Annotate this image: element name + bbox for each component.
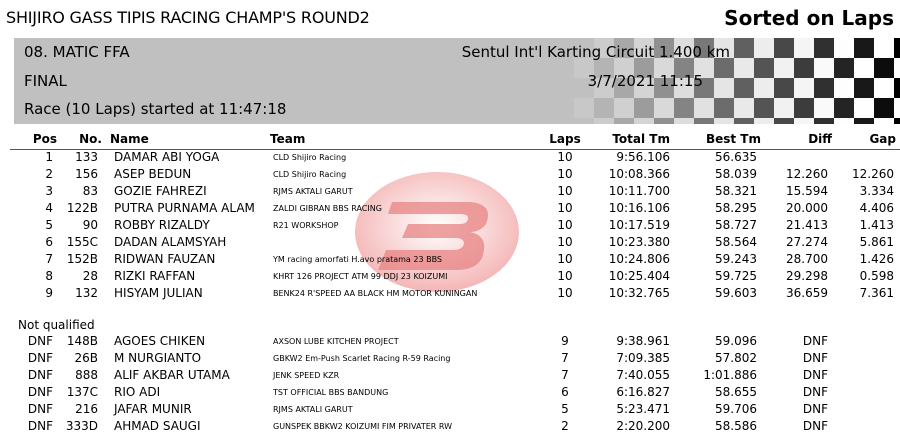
flag-square <box>774 98 794 118</box>
cell-name: RIO ADI <box>114 385 161 399</box>
cell-no: 137C <box>66 385 98 399</box>
cell-pos: DNF <box>27 334 53 348</box>
cell-best: 57.802 <box>715 351 757 365</box>
cell-laps: 6 <box>561 385 569 399</box>
cell-team: RJMS AKTALI GARUT <box>273 405 353 414</box>
cell-pos: DNF <box>27 385 53 399</box>
cell-total: 9:38.961 <box>616 334 670 348</box>
flag-square <box>714 118 734 124</box>
flag-square <box>694 118 714 124</box>
cell-name: AHMAD SAUGI <box>114 419 201 433</box>
title-bar <box>0 0 900 34</box>
flag-square <box>834 38 854 58</box>
flag-square <box>754 38 774 58</box>
flag-square <box>874 118 894 124</box>
cell-total: 10:32.765 <box>608 286 670 300</box>
flag-square <box>854 118 874 124</box>
col-laps: Laps <box>549 132 581 146</box>
flag-square <box>894 118 900 124</box>
flag-square <box>874 78 894 98</box>
table-row <box>0 351 900 368</box>
cell-name: DADAN ALAMSYAH <box>114 235 227 249</box>
flag-square <box>794 38 814 58</box>
cell-diff: 27.274 <box>786 235 828 249</box>
cell-name: PUTRA PURNAMA ALAM <box>114 201 255 215</box>
cell-gap: 7.361 <box>859 286 894 300</box>
flag-square <box>654 98 674 118</box>
cell-no: 28 <box>82 269 98 283</box>
flag-square <box>834 78 854 98</box>
cell-diff: DNF <box>802 334 828 348</box>
cell-team: RJMS AKTALI GARUT <box>273 187 353 196</box>
cell-diff: 28.700 <box>786 252 828 266</box>
flag-square <box>894 98 900 118</box>
flag-square <box>754 58 774 78</box>
flag-square <box>654 118 674 124</box>
cell-diff: DNF <box>802 419 828 433</box>
table-row <box>0 235 900 252</box>
col-name: Name <box>110 132 149 146</box>
cell-laps: 10 <box>557 252 573 266</box>
flag-square <box>574 98 594 118</box>
flag-square <box>854 58 874 78</box>
cell-no: 156 <box>75 167 98 181</box>
flag-square <box>614 118 634 124</box>
cell-total: 10:25.404 <box>608 269 670 283</box>
table-row <box>0 201 900 218</box>
cell-laps: 9 <box>561 334 569 348</box>
cell-total: 5:23.471 <box>616 402 670 416</box>
cell-laps: 10 <box>557 184 573 198</box>
cell-diff: 12.260 <box>786 167 828 181</box>
cell-best: 59.243 <box>715 252 757 266</box>
cell-diff: 36.659 <box>786 286 828 300</box>
cell-name: RIZKI RAFFAN <box>114 269 196 283</box>
flag-square <box>614 98 634 118</box>
flag-square <box>834 118 854 124</box>
cell-no: 133 <box>75 150 98 164</box>
flag-square <box>754 118 774 124</box>
cell-best: 59.725 <box>715 269 757 283</box>
col-gap: Gap <box>869 132 896 146</box>
col-team: Team <box>270 132 306 146</box>
cell-total: 6:16.827 <box>616 385 670 399</box>
flag-square <box>894 38 900 58</box>
cell-pos: 6 <box>45 235 53 249</box>
cell-best: 58.321 <box>715 184 757 198</box>
cell-no: 333D <box>65 419 98 433</box>
flag-square <box>794 58 814 78</box>
table-row <box>0 334 900 351</box>
table-row <box>0 419 900 436</box>
cell-name: ASEP BEDUN <box>114 167 192 181</box>
flag-square <box>814 118 834 124</box>
flag-square <box>574 118 594 124</box>
table-row <box>0 368 900 385</box>
cell-team: YM racing amorfati H.avo pratama 23 BBS <box>273 255 443 264</box>
cell-team: TST OFFICIAL BBS BANDUNG <box>273 388 389 397</box>
flag-square <box>774 78 794 98</box>
flag-square <box>594 98 614 118</box>
cell-total: 10:08.366 <box>608 167 670 181</box>
cell-total: 7:09.385 <box>616 351 670 365</box>
cell-no: 90 <box>82 218 98 232</box>
cell-name: GOZIE FAHREZI <box>114 184 207 198</box>
flag-square <box>874 38 894 58</box>
table-row <box>0 150 900 167</box>
flag-square <box>834 58 854 78</box>
cell-diff: DNF <box>802 402 828 416</box>
cell-best: 58.586 <box>715 419 757 433</box>
cell-gap: 1.426 <box>859 252 894 266</box>
cell-total: 7:40.055 <box>616 368 670 382</box>
cell-team: KHRT 126 PROJECT ATM 99 DDJ 23 KOIZUMI <box>273 272 448 281</box>
cell-diff: 21.413 <box>786 218 828 232</box>
flag-square <box>814 78 834 98</box>
cell-diff: 15.594 <box>786 184 828 198</box>
cell-no: 122B <box>66 201 98 215</box>
flag-square <box>814 98 834 118</box>
session-datetime: 3/7/2021 11:15 <box>587 72 703 90</box>
flag-square <box>814 58 834 78</box>
flag-square <box>774 58 794 78</box>
flag-square <box>874 98 894 118</box>
cell-best: 58.295 <box>715 201 757 215</box>
flag-square <box>734 98 754 118</box>
col-best-time: Best Tm <box>705 132 761 146</box>
flag-square <box>634 118 654 124</box>
not-qualified-label: Not qualified <box>18 318 95 332</box>
cell-name: JAFAR MUNIR <box>114 402 192 416</box>
cell-no: 132 <box>75 286 98 300</box>
cell-laps: 10 <box>557 235 573 249</box>
table-row <box>0 167 900 184</box>
cell-total: 2:20.200 <box>616 419 670 433</box>
cell-diff: 20.000 <box>786 201 828 215</box>
col-no: No. <box>79 132 102 146</box>
cell-pos: 9 <box>45 286 53 300</box>
flag-square <box>854 38 874 58</box>
cell-name: HISYAM JULIAN <box>114 286 203 300</box>
cell-team: AXSON LUBE KITCHEN PROJECT <box>273 337 399 346</box>
cell-name: ALIF AKBAR UTAMA <box>114 368 230 382</box>
cell-laps: 5 <box>561 402 569 416</box>
cell-laps: 10 <box>557 286 573 300</box>
session-header <box>14 38 900 124</box>
circuit-name: Sentul Int'l Karting Circuit 1.400 km <box>461 43 730 61</box>
cell-best: 58.655 <box>715 385 757 399</box>
table-row <box>0 269 900 286</box>
cell-gap: 1.413 <box>859 218 894 232</box>
cell-gap: 4.406 <box>859 201 894 215</box>
cell-name: ROBBY RIZALDY <box>114 218 210 232</box>
cell-diff: DNF <box>802 385 828 399</box>
flag-square <box>854 78 874 98</box>
cell-gap: 12.260 <box>852 167 894 181</box>
cell-pos: 3 <box>45 184 53 198</box>
cell-no: 216 <box>75 402 98 416</box>
cell-laps: 10 <box>557 201 573 215</box>
cell-pos: 1 <box>45 150 53 164</box>
flag-square <box>634 98 654 118</box>
cell-best: 58.039 <box>715 167 757 181</box>
cell-pos: 7 <box>45 252 53 266</box>
flag-square <box>814 38 834 58</box>
flag-square <box>734 78 754 98</box>
flag-square <box>894 58 900 78</box>
col-diff: Diff <box>808 132 832 146</box>
flag-square <box>754 78 774 98</box>
cell-no: 888 <box>75 368 98 382</box>
cell-no: 155C <box>66 235 98 249</box>
flag-square <box>854 98 874 118</box>
cell-pos: 2 <box>45 167 53 181</box>
flag-square <box>714 78 734 98</box>
cell-diff: DNF <box>802 351 828 365</box>
flag-square <box>734 118 754 124</box>
cell-best: 59.603 <box>715 286 757 300</box>
col-pos: Pos <box>32 132 57 146</box>
cell-no: 26B <box>74 351 98 365</box>
flag-square <box>734 38 754 58</box>
cell-total: 10:17.519 <box>608 218 670 232</box>
cell-pos: DNF <box>27 402 53 416</box>
flag-square <box>894 78 900 98</box>
event-title: SHIJIRO GASS TIPIS RACING CHAMP'S ROUND2 <box>6 8 370 27</box>
cell-best: 58.727 <box>715 218 757 232</box>
table-row <box>0 218 900 235</box>
flag-square <box>754 98 774 118</box>
cell-team: CLD Shijiro Racing <box>273 170 347 179</box>
cell-laps: 7 <box>561 368 569 382</box>
cell-pos: DNF <box>27 419 53 433</box>
cell-laps: 10 <box>557 150 573 164</box>
col-total-time: Total Tm <box>612 132 670 146</box>
cell-team: R21 WORKSHOP <box>273 221 339 230</box>
flag-square <box>714 58 734 78</box>
cell-no: 148B <box>66 334 98 348</box>
cell-name: M NURGIANTO <box>114 351 202 365</box>
flag-square <box>794 78 814 98</box>
cell-team: GUNSPEK BBKW2 KOIZUMI FIM PRIVATER RW <box>273 422 453 431</box>
sort-label: Sorted on Laps <box>724 6 894 30</box>
cell-name: RIDWAN FAUZAN <box>114 252 216 266</box>
cell-gap: 5.861 <box>859 235 894 249</box>
table-row <box>0 252 900 269</box>
flag-square <box>874 58 894 78</box>
cell-total: 10:11.700 <box>608 184 670 198</box>
flag-square <box>674 118 694 124</box>
flag-square <box>794 98 814 118</box>
cell-gap: 0.598 <box>859 269 894 283</box>
table-row <box>0 402 900 419</box>
flag-square <box>714 98 734 118</box>
cell-best: 58.564 <box>715 235 757 249</box>
cell-diff: 29.298 <box>786 269 828 283</box>
table-row <box>0 286 900 303</box>
cell-team: CLD Shijiro Racing <box>273 153 347 162</box>
cell-team: JENK SPEED KZR <box>273 371 340 380</box>
flag-square <box>594 118 614 124</box>
cell-pos: DNF <box>27 368 53 382</box>
class-name: 08. MATIC FFA <box>24 43 130 61</box>
cell-total: 10:16.106 <box>608 201 670 215</box>
race-info: Race (10 Laps) started at 11:47:18 <box>24 100 287 118</box>
cell-no: 83 <box>82 184 98 198</box>
cell-pos: 4 <box>45 201 53 215</box>
cell-total: 9:56.106 <box>616 150 670 164</box>
cell-diff: DNF <box>802 368 828 382</box>
cell-name: AGOES CHIKEN <box>114 334 206 348</box>
cell-no: 152B <box>66 252 98 266</box>
cell-laps: 10 <box>557 167 573 181</box>
cell-laps: 10 <box>557 218 573 232</box>
flag-square <box>794 118 814 124</box>
cell-team: BENK24 R'SPEED AA BLACK HM MOTOR KUNINGAN <box>273 289 478 298</box>
cell-pos: 8 <box>45 269 53 283</box>
cell-laps: 7 <box>561 351 569 365</box>
flag-square <box>734 58 754 78</box>
cell-team: ZALDI GIBRAN BBS RACING <box>273 204 382 213</box>
cell-pos: 5 <box>45 218 53 232</box>
cell-best: 1:01.886 <box>703 368 757 382</box>
cell-team: GBKW2 Em-Push Scarlet Racing R-59 Racing <box>273 354 451 363</box>
flag-square <box>774 118 794 124</box>
cell-name: DAMAR ABI YOGA <box>114 150 220 164</box>
cell-laps: 2 <box>561 419 569 433</box>
column-headers <box>0 132 900 148</box>
cell-best: 56.635 <box>715 150 757 164</box>
table-row <box>0 184 900 201</box>
flag-square <box>774 38 794 58</box>
cell-gap: 3.334 <box>859 184 894 198</box>
session-name: FINAL <box>24 72 67 90</box>
flag-square <box>694 98 714 118</box>
cell-total: 10:23.380 <box>608 235 670 249</box>
table-row <box>0 385 900 402</box>
flag-square <box>834 98 854 118</box>
cell-total: 10:24.806 <box>608 252 670 266</box>
cell-laps: 10 <box>557 269 573 283</box>
cell-pos: DNF <box>27 351 53 365</box>
flag-square <box>674 98 694 118</box>
cell-best: 59.706 <box>715 402 757 416</box>
cell-best: 59.096 <box>715 334 757 348</box>
